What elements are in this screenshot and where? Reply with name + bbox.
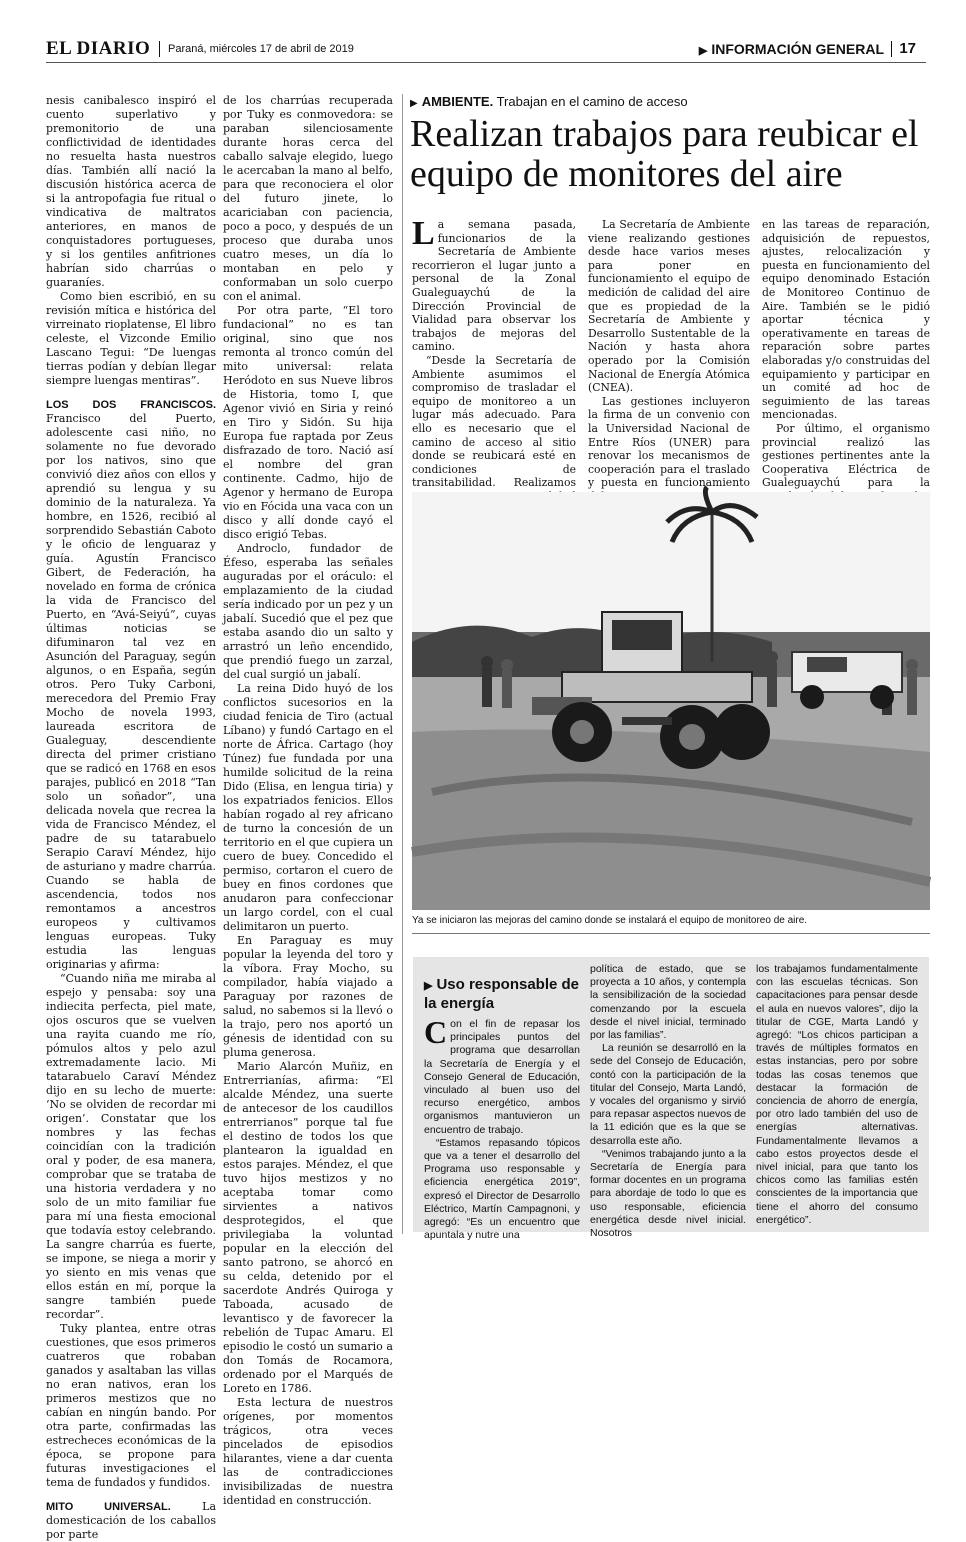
paragraph: “Venimos trabajando junto a la Secretaría de Energía para formar docentes en un programa para abordaje de todo lo que es uso responsable, eficiencia energética desde nivel inicial. Nosotros [590, 1147, 746, 1240]
article-photo [412, 492, 930, 910]
right-triangle-icon: ▶ [410, 98, 418, 109]
paragraph: Por último, el organismo provincial realizó las gestiones pertinentes ante la Cooperativa Eléctrica de Gualeguaychú para la [762, 421, 930, 490]
paragraph: Como bien escribió, en su revisión mítica e histórica del virreinato rioplatense, El libro celeste, el Vizconde Emilio Lascano Tegui: “De luengas tierras podían y debían llegar siempre luengas mentiras”. [46, 290, 216, 387]
inset-title-text: Uso responsable de la energía [424, 976, 580, 1012]
inset-title [424, 976, 584, 1012]
article-kicker [410, 94, 688, 112]
kicker-label: AMBIENTE. [421, 94, 494, 109]
paragraph: Tuky plantea, entre otras cuestiones, que esos primeros cuatreros que robaban ganados y asaltaban las villas no eran nativos, eran los primeros mestizos que no cabían en ningún bando. Por otra parte, confirmadas las estrecheces económicas de la época, se propone para futuras investigaciones el tema de fundados y fundidos. [46, 1322, 216, 1489]
paragraph: Por otra parte, “El toro fundacional” no es tan original, sino que nos remonta al tronco común del mito universal: relata Heródoto en sus Nueve libros de Historia, tomo I, que Agenor vivió en Siria y reinó en Tiro y Sidón. Su hija Europa fue raptada por Zeus disfrazado de toro. Nació así el nombre del gran continente. Cadmo, hijo de Agenor y hermano de Europa vio en Fócida una vaca con un disco y allí donde cayó el disco erigió Tebas. [223, 304, 393, 541]
paragraph: “Desde la Secretaría de Ambiente asumimos el compromiso de trasladar el equipo de monitoreo a un lugar más adecuado. Para ello es necesario que el camino de acceso al sitio donde se reubicará esté en condiciones de transitabilidad. Realizamos [412, 353, 576, 490]
paragraph [412, 215, 576, 354]
caption-rule [412, 933, 930, 934]
inset-column-2 [590, 963, 746, 1240]
paragraph [424, 1014, 580, 1137]
middle-column [223, 94, 393, 1508]
paragraph-text: a semana pasada, funcionarios de la Secretaría de Ambiente recorrieron el lugar junto a personal de la Zonal Gualeguaychú de la Dirección Provincial de Vialidad para observar los trabajos de mejoras del camino. [412, 218, 576, 354]
paragraph: de los charrúas recuperada por Tuky es conmovedora: se paraban silenciosamente durante horas cerca del caballo salvaje elegido, luego le acercaban la mano al belfo, para que reconociera el olor del futuro jinete, lo acariciaban con paciencia, poco a poco, y después de un proceso que duraba unos cuatro meses, un día lo montaban en pelo y conformaban un solo cuerpo con el animal. [223, 94, 393, 303]
section-lead: LOS DOS FRANCISCOS. [46, 399, 216, 411]
paragraph-text: on el fin de repasar los principales puntos del programa que desarrollan la Secretaría de Energía y el Consejo General de Educación, vinculado al buen uso del recurso energético, ambos organismos mantuvieron un encuentro de trabajo. [424, 1018, 580, 1136]
section-label: INFORMACIÓN GENERAL [711, 41, 884, 57]
article-column-3 [762, 218, 930, 531]
paragraph: La reunión se desarrolló en la sede del Consejo de Educación, contó con la participación de la titular del Consejo, Marta Landó, y vocales del organismo y sirvió para repasar aspectos nuevos de la 11 edición que es la que se desarrolla este año. [590, 1042, 746, 1147]
paragraph: La Secretaría de Ambiente viene realizando gestiones desde hace varios meses para poner en funcionamiento el equipo de medición de calidad del aire que es propiedad de la Secretaría de Ambiente y Desarrollo Sustentable de la Nación y hasta ahora operado por la Comisión Nacional de Energía Atómica (CNEA). [588, 218, 750, 395]
header-separator [159, 41, 160, 57]
drop-cap: L [412, 215, 435, 252]
paragraph [46, 398, 216, 972]
masthead [46, 38, 926, 60]
paragraph: los trabajamos fundamentalmente con las escuelas técnicas. Son capacitaciones para pensar desde el aula en nuevos valores”, dijo la titular de CGE, Marta Landó y agregó: “Los chicos participan a través de múltiples formatos en estas instancias, pero por sobre todas las cosas tenemos que destacar la formación de conciencia de ahorro de energía, por otro lado también del uso de energías alternativas. Fundamentalmente llevamos a cabo estos proyectos desde el nivel inicial, para que tanto los chicos como las familias estén conscientes de la importancia que tiene el ahorro del consumo energético”. [756, 963, 918, 1226]
road-grader-photo [412, 492, 930, 910]
newspaper-name: EL DIARIO [46, 38, 151, 59]
paragraph: “Cuando niña me miraba al espejo y pensaba: soy una indiecita perfecta, piel mate, ojos oscuros que se vuelven una rayita cuando me río, pómulos altos y pelo azul extremadamente lacio. Mi tatarabuelo Caraví Méndez dijo en su lecho de muerte: ‘No se olviden de recordar mi origen’. Constatar que los nombres y las fechas coincidían con la tradición oral y poder, de esa manera, comprobar que se trataba de una historia verdadera y no solo de un mito familiar fue para mí una fiesta emocional que todavía estoy celebrando. La sangre charrúa es fuerte, se impone, se niega a morir y yo siento en mis venas que ellos están en mí, porque la sangre también puede recordar”. [46, 972, 216, 1321]
paragraph-text: Francisco del Puerto, adolescente casi niño, no solamente no fue devorado por los nativos, sino que convivió diez años con ellos y aprendió su lengua y su dominio de la naturaleza. Ya hombre, en 1526, recibió al sorprendido Sebastián Caboto y le oficio de lenguaraz y guía. Agustín Francisco Gibert, de Federación, ha novelado en forma de crónica la vida de Francisco del Puerto, en “Avá-Seiyú”, cuyas últimas noticias se difuminaron tal vez en Asunción del Paraguay, según algunos, o en España, según otros. Pero Tuky Carboni, merecedora del Premio Fray Mocho de novela 1993, laureada escritora de Gualeguay, descendiente directa del primer cristiano que se radicó en 1768 en esos parajes, publicó en 2018 “Tan solo un soñador”, una delicada novela que recrea la vida de Francisco Méndez, el padre de su tatarabuelo Serapio Caraví Méndez, hijo de asturiano y madre charrúa. Cuando se habla de ascendencia, todos nos remontamos a ancestros europeos y cultivamos lenguas europeas. Tuky estudia las lenguas originarias y afirma: [46, 412, 216, 971]
paragraph: “Estamos repasando tópicos que va a tener el desarrollo del Programa uso responsable y eficiencia energética 2019”, expresó el Director de Desarrollo Eléctrico, Martín Campagnoni, y agregó: “Es un encuentro que apuntala y nutre una [424, 1136, 580, 1242]
right-triangle-icon: ▶ [698, 45, 708, 57]
section-name [699, 38, 884, 62]
inset-column-1 [424, 1014, 580, 1242]
paragraph: Las gestiones incluyeron la firma de un convenio con la Universidad Nacional de Entre Ríos (UNER) para renovar los mecanismos de cooperación para el traslado y puesta en funcionamiento [588, 394, 750, 490]
page-number: 17 [899, 40, 916, 57]
paragraph: La reina Dido huyó de los conflictos sucesorios en la ciudad fenicia de Tiro (actual Líbano) y fundó Cartago en el norte de África. Cartago (hoy Túnez) fue fundada por una humilde solicitud de la reina Dido (Elisa, en lengua tiria) y los expatriados fenicios. Ellos habían rogado al rey africano de turno la concesión de un territorio en el que cupiera un cuero de buey. Concedido el permiso, cortaron el cuero de buey en finos cordones que anudaron para confeccionar un largo cordel, con el cual delimitaron un puerto. [223, 682, 393, 933]
right-triangle-icon: ▶ [424, 980, 433, 992]
article-headline: Realizan trabajos para reubicar el equipo de monitores del aire [410, 113, 919, 195]
paragraph: en las tareas de reparación, adquisición de repuestos, ajustes, relocalización y puesta en funcionamiento del equipo denominado Estación de Monitoreo Continuo de Aire. También se le pidió aportar técnica y operativamente en tareas de reparación sobre partes elaboradas y/o construidas del equipamiento y participar en un comité ad hoc de seguimiento de las tareas mencionadas. [762, 218, 930, 422]
drop-cap: C [424, 1014, 448, 1050]
section-lead: MITO UNIVERSAL. [46, 1501, 171, 1513]
paragraph: política de estado, que se proyecta a 10 años, y contempla la sensibilización de la sociedad comenzando por la escuela desde el nivel inicial, terminado por las familias”. [590, 963, 746, 1042]
photo-caption: Ya se iniciaron las mejoras del camino donde se instalará el equipo de monitoreo de aire. [412, 915, 808, 926]
paragraph: En Paraguay es muy popular la leyenda del toro y la víbora. Fray Mocho, su compilador, había viajado a Paraguay por razones de salud, no sabemos si la llevó o la trajo, pero nos aportó un génesis de identidad con su pluma generosa. [223, 934, 393, 1059]
column-rule [402, 94, 403, 1234]
paragraph-text: La domesticación de los caballos por parte [46, 1500, 216, 1541]
paragraph: Mario Alarcón Muñiz, en Entrerrianías, afirma: “El alcalde Méndez, una suerte de antecesor de los caudillos entrerrianos” porque tal fue el destino de todos los que plantearon la igualdad en estos parajes. Méndez, el que tuvo hijos mestizos y no aceptaba tomar como sirvientes a nativos desprotegidos, el que privilegiaba la voluntad popular en la elección del santo patrono, se ahorcó en su celda, detenido por el sacerdote Andrés Quiroga y Taboada, acusado de levantisco y de favorecer la rebelión de Tupac Amaru. El episodio le costó un sumario a don Tomás de Rocamora, ordenado por el Marqués de Loreto en 1786. [223, 1060, 393, 1395]
edition-date: Paraná, miércoles 17 de abril de 2019 [168, 43, 354, 55]
paragraph: Androclo, fundador de Éfeso, esperaba las señales auguradas por el oráculo: el emplazamiento de la ciudad sería indicado por un pez y un jabalí. Sucedió que el pez que estaba asando dio un salto y arrastró un leño encendido, que prendió fuego un zarzal, del cual surgió un jabalí. [223, 542, 393, 681]
header-separator [891, 41, 892, 57]
paragraph: Esta lectura de nuestros orígenes, por momentos trágicos, otra veces pincelados de episodios hilarantes, viene a dar cuenta las de contradicciones invisibilizadas de nuestra identidad en construcción. [223, 1396, 393, 1507]
paragraph [46, 1500, 216, 1542]
paragraph: nesis canibalesco inspiró el cuento superlativo y premonitorio de una conflictividad de identidades no resuelta hasta nuestros días. También allí nació la discusión histórica acerca de si la antropofagia fue ritual o vindicativa de maltratos anteriores, en manos de conquistadores portugueses, y si los gentiles anfitriones habrían sido charrúas o guaraníes. [46, 94, 216, 289]
kicker-text: Trabajan en el camino de acceso [493, 94, 688, 109]
header-rule [46, 62, 926, 63]
left-column [46, 94, 216, 1542]
inset-column-3 [756, 963, 918, 1227]
